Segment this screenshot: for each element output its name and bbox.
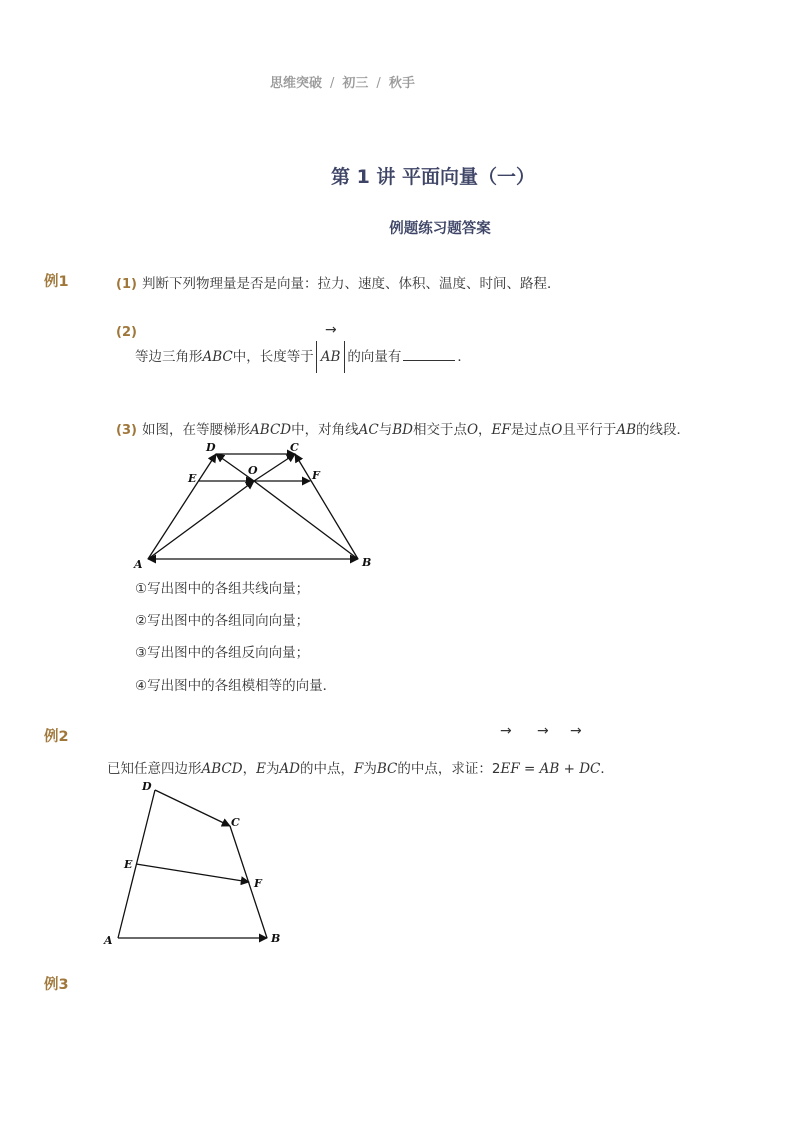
vector-arrow: → xyxy=(570,723,582,739)
answer-blank xyxy=(403,348,455,361)
label-e: E xyxy=(124,858,133,871)
label-b: B xyxy=(362,556,372,569)
abs-vector-ab: AB xyxy=(316,341,346,373)
ex1-q3-item-4: ④写出图中的各组模相等的向量． xyxy=(135,678,337,694)
text-fragment: 的向量有 xyxy=(347,349,402,365)
ex1-question-3 xyxy=(116,418,690,438)
ex1-q3-item-3: ③写出图中的各组反向向量； xyxy=(135,645,310,661)
vector-arrow: → xyxy=(325,322,337,338)
ex1-q3-item-2: ②写出图中的各组同向向量； xyxy=(135,613,310,629)
label-f: F xyxy=(254,877,262,890)
label-f: F xyxy=(312,469,320,482)
label-d: D xyxy=(206,441,216,454)
label-c: C xyxy=(231,816,240,829)
breadcrumb-separator: / xyxy=(376,76,381,91)
label-d: D xyxy=(142,780,152,793)
label-b: B xyxy=(271,932,281,945)
text-fragment: 等边三角形 xyxy=(135,349,203,365)
label-o: O xyxy=(248,464,258,477)
trapezoid-figure xyxy=(130,436,390,576)
breadcrumb xyxy=(270,72,415,91)
example-2-label: 例2 xyxy=(44,729,69,745)
breadcrumb-item: 初三 xyxy=(342,76,369,91)
label-e: E xyxy=(188,472,197,485)
ex1-question-1 xyxy=(116,272,561,292)
ex1-q3-item-1: ①写出图中的各组共线向量； xyxy=(135,581,310,597)
vector-arrow: → xyxy=(500,723,512,739)
page-title: 第 1 讲 平面向量（一） xyxy=(330,166,536,188)
quadrilateral-figure xyxy=(100,778,300,948)
vector-arrow: → xyxy=(537,723,549,739)
breadcrumb-item: 思维突破 xyxy=(270,76,323,91)
question-number: (1) xyxy=(116,277,137,292)
text-fragment: 中，长度等于 xyxy=(232,349,314,365)
question-text: 如图，在等腰梯形ABCD中，对角线AC与BD相交于点O，EF是过点O且平行于AB的线段． xyxy=(142,422,691,438)
question-text: 判断下列物理量是否是向量：拉力、速度、体积、温度、时间、路程． xyxy=(142,276,561,292)
text-fragment: ． xyxy=(457,349,471,365)
ex1-question-2-text xyxy=(135,341,471,373)
label-a: A xyxy=(104,934,113,947)
breadcrumb-separator: / xyxy=(330,76,335,91)
page-subtitle: 例题练习题答案 xyxy=(389,221,491,237)
math-abc: ABC xyxy=(202,349,233,365)
question-number: (3) xyxy=(116,423,137,438)
example-3-label: 例3 xyxy=(44,977,69,993)
ex1-question-2-number: (2) xyxy=(116,325,137,340)
example-1-label: 例1 xyxy=(44,274,69,290)
label-a: A xyxy=(134,558,143,571)
breadcrumb-item: 秋手 xyxy=(388,76,415,91)
label-c: C xyxy=(290,441,299,454)
ex2-question-text: 已知任意四边形ABCD，E为AD的中点，F为BC的中点，求证：2EF = AB + DC． xyxy=(107,761,614,777)
